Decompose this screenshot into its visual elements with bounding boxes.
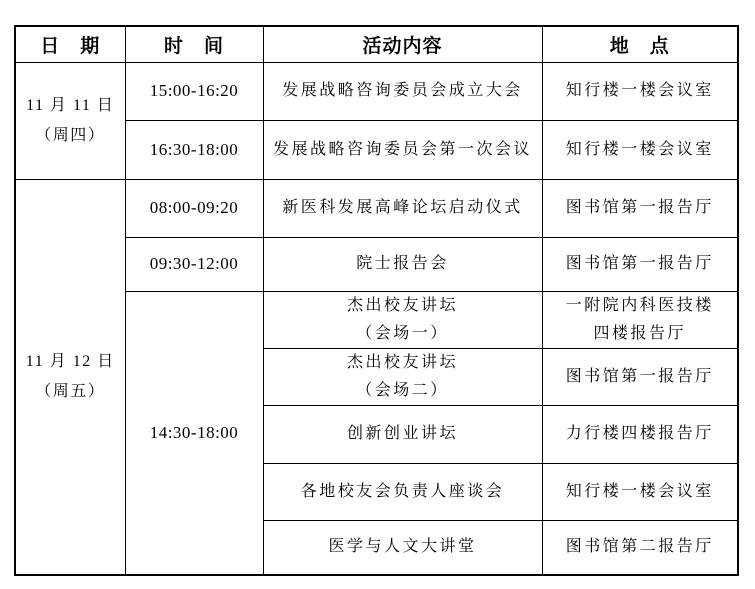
- venue-cell: 图书馆第一报告厅: [542, 179, 738, 237]
- header-row: [15, 26, 738, 62]
- date-line-2: （周四）: [35, 126, 106, 144]
- activity-line-2: （会场二）: [356, 381, 449, 399]
- table-row: [15, 179, 738, 237]
- activity-cell: 院士报告会: [263, 237, 542, 291]
- venue-cell: [542, 291, 738, 348]
- activity-cell: [263, 348, 542, 405]
- activity-cell: 发展战略咨询委员会成立大会: [263, 62, 542, 120]
- activity-cell: 新医科发展高峰论坛启动仪式: [263, 179, 542, 237]
- table-row: [15, 62, 738, 120]
- venue-cell: 图书馆第一报告厅: [542, 237, 738, 291]
- venue-cell: 图书馆第二报告厅: [542, 520, 738, 575]
- activity-cell: 创新创业讲坛: [263, 405, 542, 463]
- venue-line-2: 四楼报告厅: [593, 324, 686, 342]
- venue-cell: 图书馆第一报告厅: [542, 348, 738, 405]
- activity-cell: 医学与人文大讲堂: [263, 520, 542, 575]
- activity-cell: 发展战略咨询委员会第一次会议: [263, 120, 542, 179]
- date-cell-nov11: [15, 62, 125, 179]
- time-cell: 15:00-16:20: [125, 62, 263, 120]
- schedule-table: [14, 25, 739, 576]
- date-cell-nov12: [15, 179, 125, 575]
- date-line-1: 11 月 12 日: [25, 352, 115, 370]
- time-cell: 08:00-09:20: [125, 179, 263, 237]
- activity-cell: [263, 291, 542, 348]
- venue-cell: 知行楼一楼会议室: [542, 463, 738, 520]
- venue-cell: 知行楼一楼会议室: [542, 62, 738, 120]
- time-cell: 16:30-18:00: [125, 120, 263, 179]
- date-line-2: （周五）: [35, 382, 106, 400]
- time-cell-merged: 14:30-18:00: [125, 291, 263, 575]
- venue-cell: 知行楼一楼会议室: [542, 120, 738, 179]
- activity-line-1: 杰出校友讲坛: [346, 353, 458, 371]
- activity-line-2: （会场一）: [356, 324, 449, 342]
- activity-cell: 各地校友会负责人座谈会: [263, 463, 542, 520]
- document-page: [14, 25, 739, 576]
- header-cell-venue: 地 点: [542, 26, 738, 62]
- header-cell-date: 日 期: [15, 26, 125, 62]
- header-cell-time: 时 间: [125, 26, 263, 62]
- venue-line-1: 一附院内科医技楼: [565, 296, 714, 314]
- time-cell: 09:30-12:00: [125, 237, 263, 291]
- activity-line-1: 杰出校友讲坛: [346, 296, 458, 314]
- date-line-1: 11 月 11 日: [26, 96, 115, 114]
- header-cell-activity: 活动内容: [263, 26, 542, 62]
- venue-cell: 力行楼四楼报告厅: [542, 405, 738, 463]
